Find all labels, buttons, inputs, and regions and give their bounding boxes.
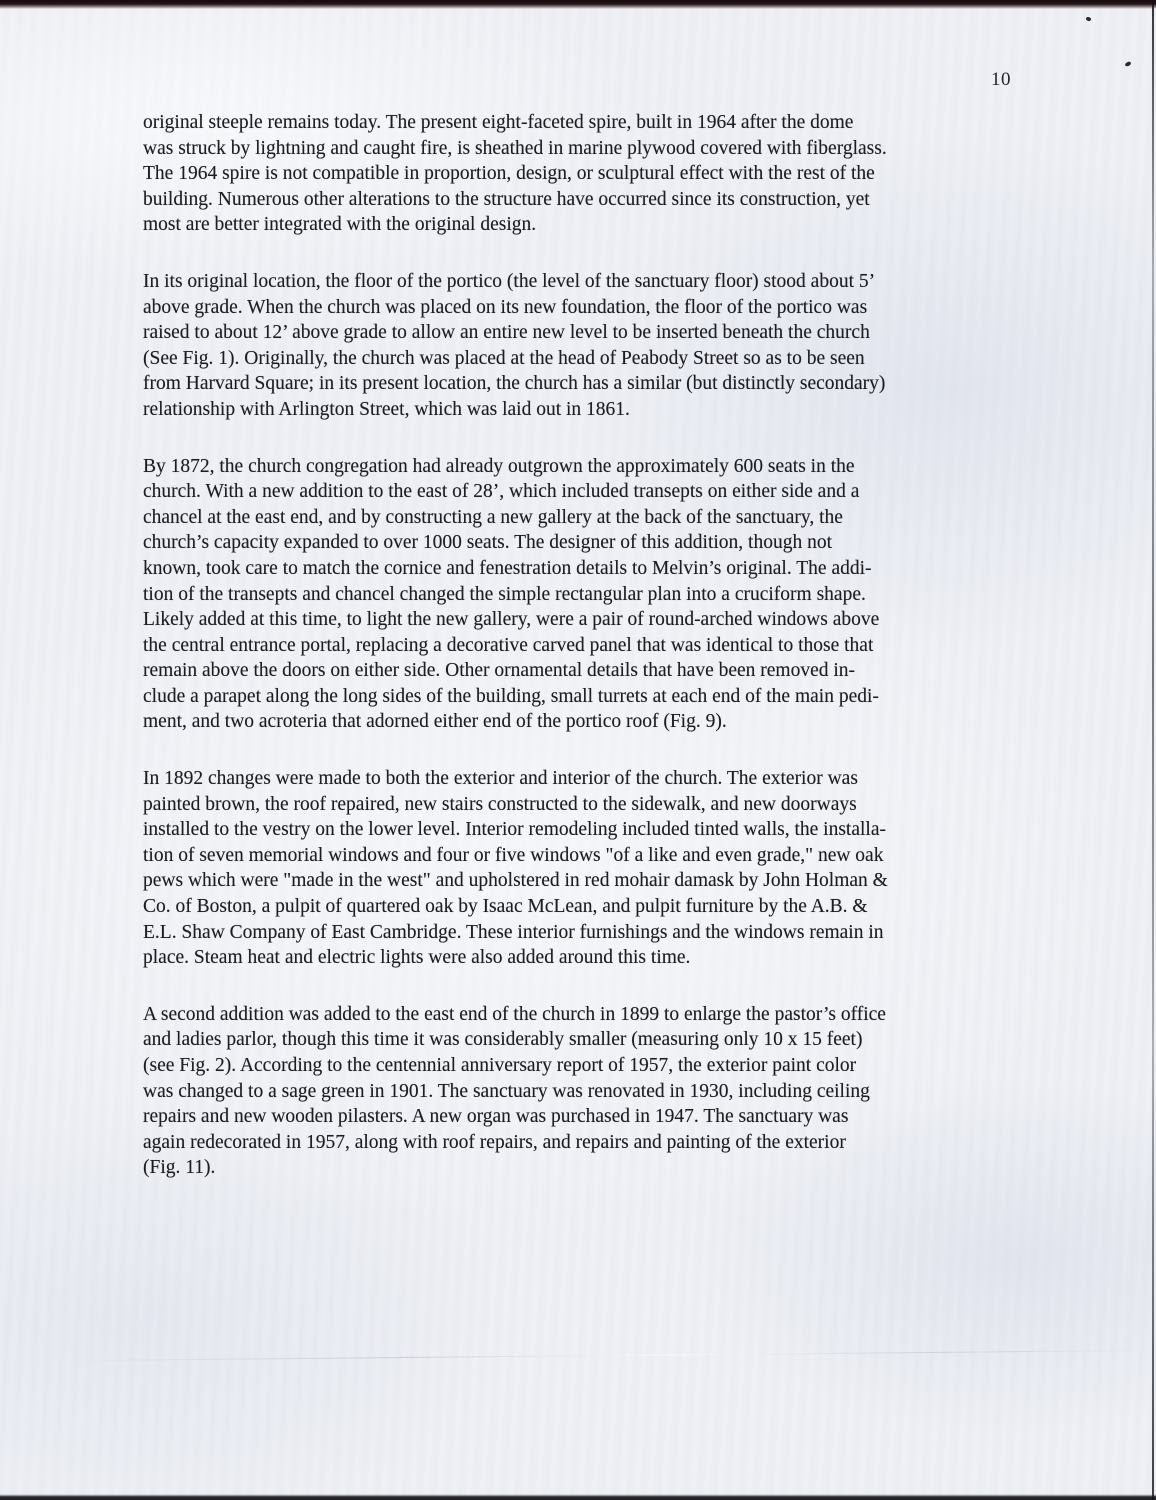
text-line: (See Fig. 1). Originally, the church was placed at the head of Peabody Street so as to be seen	[143, 347, 865, 369]
text-line: In 1892 changes were made to both the exterior and interior of the church. The exterior was	[143, 768, 858, 790]
text-line: A second addition was added to the east end of the church in 1899 to enlarge the pastor’s office	[143, 1003, 886, 1025]
text-line: and ladies parlor, though this time it was considerably smaller (measuring only 10 x 15 feet)	[143, 1029, 863, 1051]
text-line: tion of seven memorial windows and four or five windows "of a like and even grade," new oak	[143, 844, 884, 866]
text-line: repairs and new wooden pilasters. A new organ was purchased in 1947. The sanctuary was	[143, 1106, 849, 1128]
paragraph-original-location	[143, 269, 1023, 423]
text-line: known, took care to match the cornice and fenestration details to Melvin’s original. The addi-	[143, 557, 872, 579]
text-line: again redecorated in 1957, along with roof repairs, and repairs and painting of the exterior	[143, 1131, 846, 1153]
paragraph-1899-addition	[143, 1002, 1023, 1181]
text-line: (see Fig. 2). According to the centennial anniversary report of 1957, the exterior paint color	[143, 1055, 857, 1076]
scan-edge-top	[0, 0, 1156, 9]
text-line: installed to the vestry on the lower level. Interior remodeling included tinted walls, the installa-	[143, 819, 886, 841]
text-line: most are better integrated with the original design.	[143, 214, 537, 236]
ink-speck	[1085, 16, 1091, 22]
paper-crease	[70, 1350, 1156, 1361]
ink-speck	[1125, 61, 1132, 67]
text-line: chancel at the east end, and by constructing a new gallery at the back of the sanctuary, the	[143, 506, 843, 528]
paragraph-1892-changes	[143, 766, 1023, 971]
paragraph-1872-addition	[143, 454, 1023, 736]
text-line: In its original location, the floor of the portico (the level of the sanctuary floor) stood about 5’	[143, 270, 876, 292]
text-line: church. With a new addition to the east of 28’, which included transepts on either side and a	[143, 481, 860, 503]
text-line: from Harvard Square; in its present location, the church has a similar (but distinctly secondary)	[143, 373, 886, 395]
text-line: was changed to a sage green in 1901. The sanctuary was renovated in 1930, including ceiling	[143, 1080, 870, 1102]
text-line: tion of the transepts and chancel changed the simple rectangular plan into a cruciform shape.	[143, 583, 866, 605]
text-line: relationship with Arlington Street, which was laid out in 1861.	[143, 398, 630, 420]
text-line: was struck by lightning and caught fire, is sheathed in marine plywood covered with fiberglass.	[143, 137, 887, 159]
text-line: remain above the doors on either side. Other ornamental details that have been removed in-	[143, 660, 856, 682]
text-line: original steeple remains today. The present eight-faceted spire, built in 1964 after the dome	[143, 112, 854, 133]
text-line: building. Numerous other alterations to the structure have occurred since its construction, yet	[143, 188, 870, 210]
scan-edge-right	[1152, 0, 1154, 1500]
text-line: place. Steam heat and electric lights were also added around this time.	[143, 947, 691, 969]
text-line: church’s capacity expanded to over 1000 seats. The designer of this addition, though not	[143, 532, 833, 554]
scan-edge-bottom	[0, 1494, 1156, 1500]
text-line: pews which were "made in the west" and upholstered in red mohair damask by John Holman &	[143, 870, 888, 892]
document-body	[143, 110, 1023, 1212]
text-line: Co. of Boston, a pulpit of quartered oak by Isaac McLean, and pulpit furniture by the A.B. &	[143, 896, 868, 918]
text-line: The 1964 spire is not compatible in proportion, design, or sculptural effect with the rest of the	[143, 163, 875, 185]
page-number: 10	[991, 69, 1011, 90]
text-line: (Fig. 11).	[143, 1157, 216, 1179]
text-line: painted brown, the roof repaired, new stairs constructed to the sidewalk, and new doorways	[143, 793, 857, 815]
text-line: above grade. When the church was placed on its new foundation, the floor of the portico was	[143, 296, 868, 318]
text-line: raised to about 12’ above grade to allow an entire new level to be inserted beneath the church	[143, 322, 870, 344]
text-line: Likely added at this time, to light the new gallery, were a pair of round-arched windows above	[143, 609, 880, 631]
text-line: clude a parapet along the long sides of the building, small turrets at each end of the main pedi-	[143, 685, 879, 707]
text-line: ment, and two acroteria that adorned either end of the portico roof (Fig. 9).	[143, 711, 727, 733]
paragraph-steeple-alterations	[143, 110, 1023, 238]
text-line: E.L. Shaw Company of East Cambridge. These interior furnishings and the windows remain in	[143, 921, 884, 943]
text-line: By 1872, the church congregation had already outgrown the approximately 600 seats in the	[143, 455, 855, 477]
text-line: the central entrance portal, replacing a decorative carved panel that was identical to those that	[143, 634, 874, 656]
